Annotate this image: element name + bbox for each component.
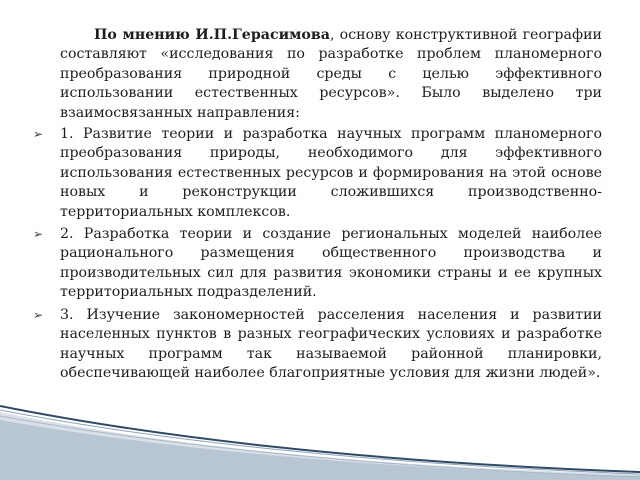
directions-list [33, 125, 602, 383]
arrow-bullet-icon: ➢ [33, 227, 44, 242]
intro-text: , основу конструктивной географии составляют «исследования по разработке проблем планомерного преобразования природной среды с целью эффективного использовании естественных ресурсов». Было выделено три взаимосвязанных направления: [60, 27, 602, 121]
list-item-text: 2. Разработка теории и создание региональных моделей наиболее рационального размещения общественного производства и производительных сил для развития экономики страны и ее крупных территориальных подразделений. [60, 226, 602, 301]
list-item-text: 3. Изучение закономерностей расселения населения и развитии населенных пунктов в разных географических условиях и разработке научных программ так называемой районной планировки, обеспечивающей наиболее благоприятные условия для жизни людей». [60, 306, 602, 381]
arrow-bullet-icon: ➢ [33, 127, 44, 142]
list-item-text: 1. Развитие теории и разработка научных программ планомерного преобразования природы, необходимого для эффективного использования естественных ресурсов и формирования на этой основе новых и реконструкции сложившихся производственно-территориальных комплексов. [60, 126, 602, 220]
slide-body [33, 26, 602, 386]
decorative-wave-footer [0, 390, 640, 480]
intro-author: По мнению И.П.Герасимова [94, 27, 330, 43]
list-item [33, 125, 602, 222]
list-item [33, 225, 602, 303]
arrow-bullet-icon: ➢ [33, 307, 44, 322]
list-item [33, 306, 602, 384]
intro-paragraph [60, 26, 602, 123]
